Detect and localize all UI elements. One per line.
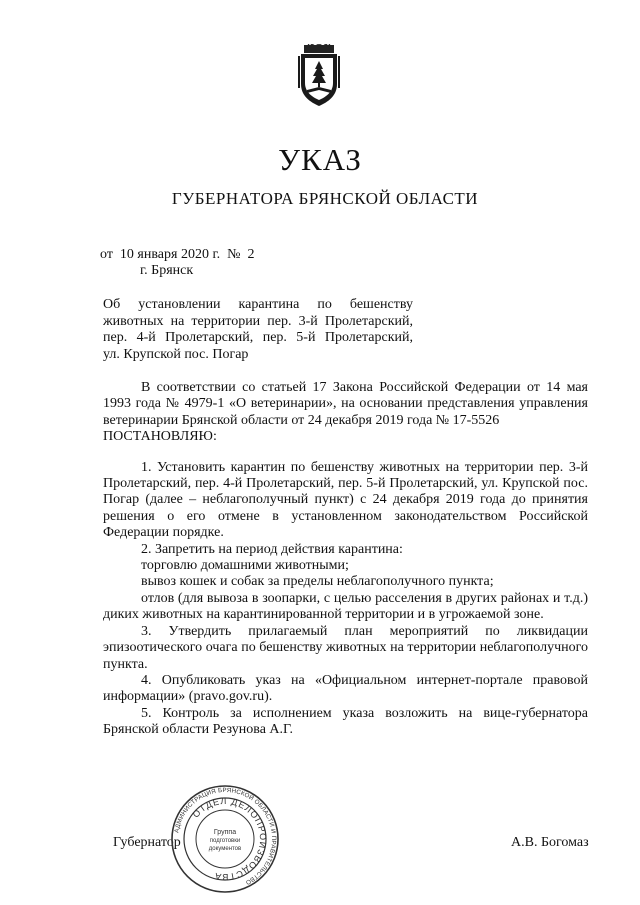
subject-line: ул. Крупской пос. Погар <box>103 346 249 362</box>
clause-2: 2. Запретить на период действия карантина: <box>141 541 403 557</box>
stamp-outer-text: АДМИНИСТРАЦИЯ БРЯНСКОЙ ОБЛАСТИ И ПРАВИТЕЛЬСТВО <box>173 786 278 886</box>
document-subject <box>103 297 413 363</box>
document-title: УКАЗ <box>278 142 362 177</box>
document-body <box>103 380 588 739</box>
stamp-inner-line: подготовки <box>209 838 241 844</box>
subject-line: пер. 4-й Пролетарский, пер. 5-й Пролетарский, <box>103 330 413 345</box>
clause-2-item: вывоз кошек и собак за пределы неблагополучного пункта; <box>141 574 494 590</box>
subject-line: Об установлении карантина по бешенству <box>103 297 413 312</box>
coat-of-arms-emblem <box>296 44 342 108</box>
preamble-paragraph: В соответствии со статьей 17 Закона Российской Федерации от 14 мая 1993 года № 4979-1 «О ветеринарии», на основании представления управления ветеринарии Брянской области от 24 декабря 2019 года № 17-5526 <box>103 380 588 428</box>
official-stamp <box>170 783 280 895</box>
clause-3: 3. Утвердить прилагаемый план мероприятий по ликвидации эпизоотического очага по бешенству животных на территории неблагополучного пункта. <box>103 623 588 672</box>
signatory-name: А.В. Богомаз <box>511 835 589 850</box>
document-date-number: от 10 января 2020 г. № 2 <box>100 247 255 262</box>
document-city: г. Брянск <box>140 263 194 278</box>
stamp-middle-text: ОТДЕЛ ДЕЛОПРОИЗВОДСТВА <box>190 795 269 883</box>
subject-line: животных на территории пер. 3-й Пролетарский, <box>103 313 413 329</box>
clause-2-item: отлов (для вывоза в зоопарки, с целью расселения в других районах и т.д.) диких животных на карантинированной территории и в угрожаемой зоне. <box>103 590 588 623</box>
stamp-inner-line: документов <box>208 846 242 852</box>
clause-2-item: торговлю домашними животными; <box>141 558 349 574</box>
decree-word: ПОСТАНОВЛЯЮ: <box>103 429 217 445</box>
clause-5: 5. Контроль за исполнением указа возложить на вице-губернатора Брянской области Резунова А.Г. <box>103 705 588 738</box>
stamp-inner-line: Группа <box>213 829 237 836</box>
clause-1: 1. Установить карантин по бешенству животных на территории пер. 3-й Пролетарский, пер. 4-й Пролетарский, пер. 5-й Пролетарский, ул. Крупской пос. Погар (далее – неблагополучный пункт) с 24 декабря 2019 года до принятия решения о его отмене в установленном законодательством Российской Федерации порядке. <box>103 459 588 541</box>
signatory-position: Губернатор <box>113 835 181 850</box>
document-subtitle: ГУБЕРНАТОРА БРЯНСКОЙ ОБЛАСТИ <box>171 189 479 208</box>
clause-4: 4. Опубликовать указ на «Официальном интернет-портале правовой информации» (pravo.gov.ru). <box>103 672 588 705</box>
